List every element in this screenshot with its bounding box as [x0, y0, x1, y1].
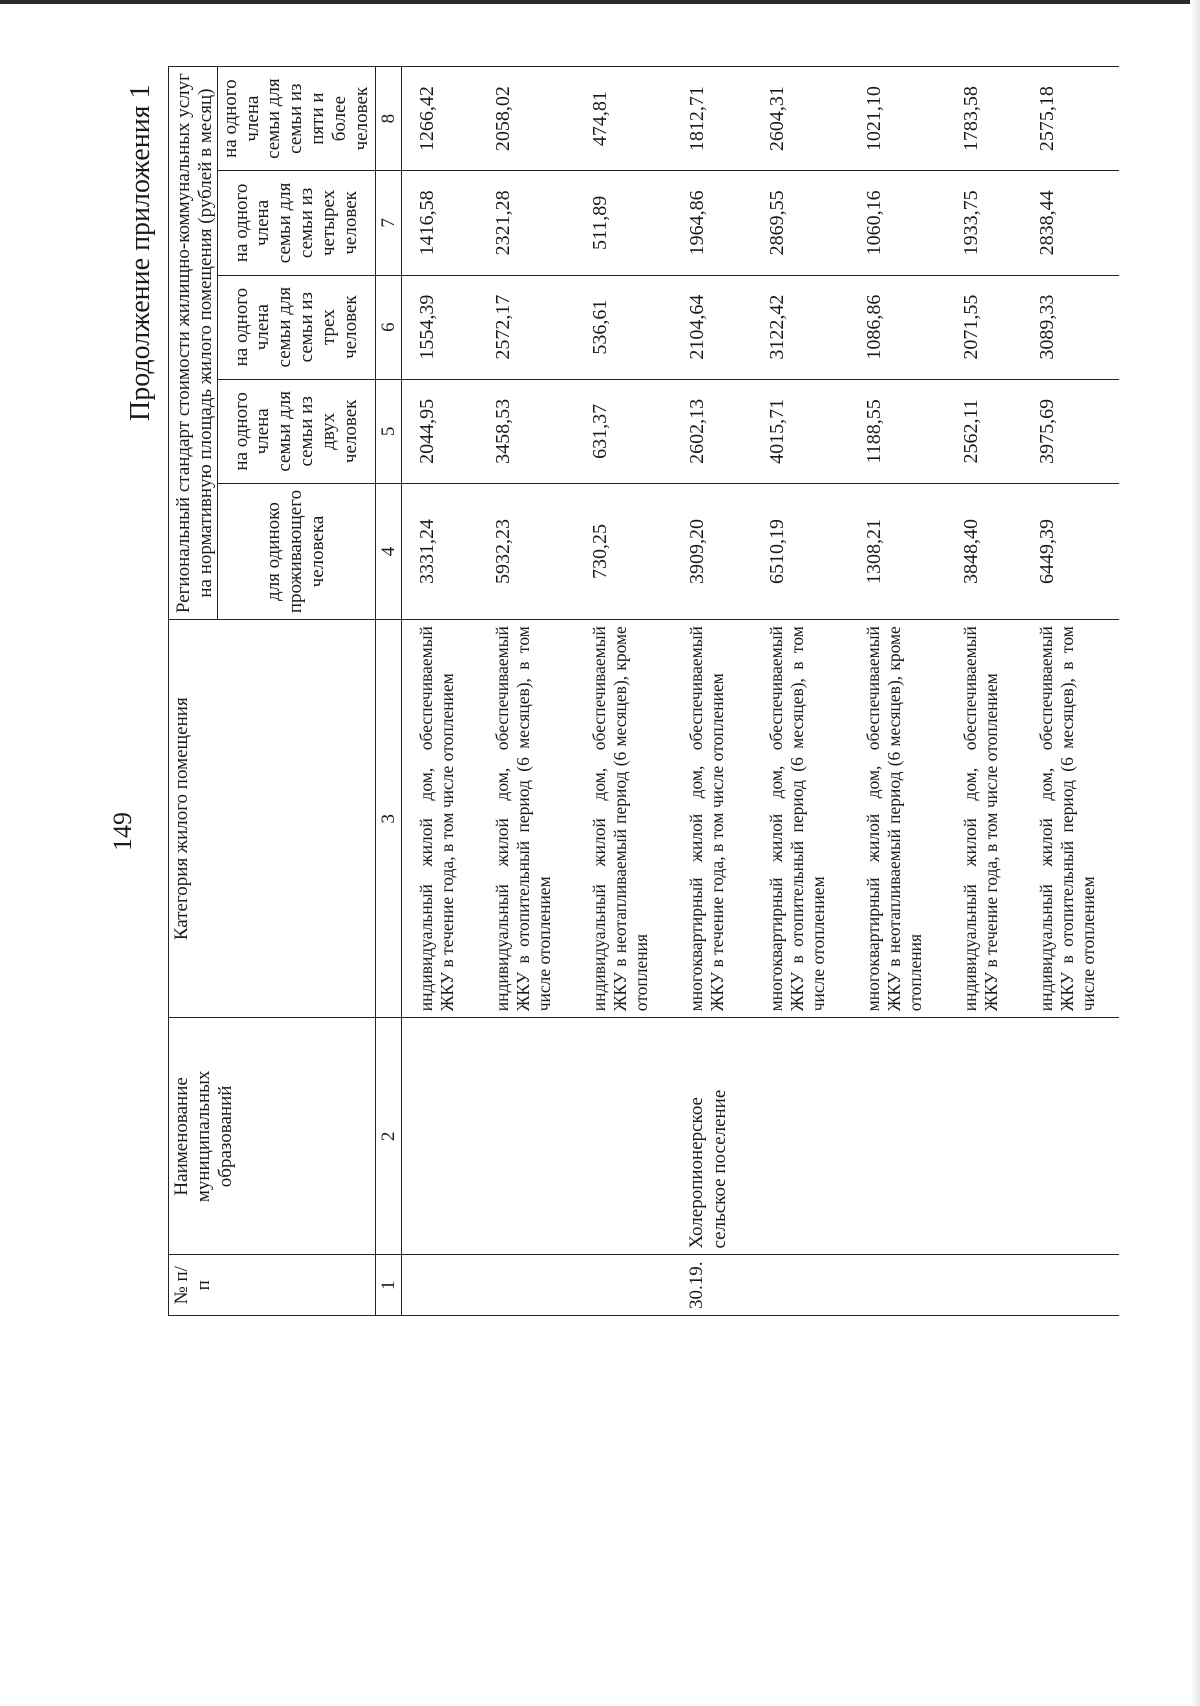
cost-value: 1416,58: [402, 171, 479, 275]
cost-value: 2562,11: [946, 379, 1022, 483]
housing-category: индивидуальный жилой дом, обеспечиваемый ЖКУ в отопительный период (6 месяцев), в том числе отоплением: [478, 620, 575, 1018]
col-number: 1: [375, 1255, 402, 1316]
cost-value: 3458,53: [478, 379, 575, 483]
header-category: Категория жилого помещения: [169, 620, 376, 1018]
page-number: 149: [108, 812, 137, 851]
row-number: [849, 1255, 946, 1316]
housing-category: индивидуальный жилой дом, обеспечиваемый ЖКУ в течение года, в том числе отоплением: [402, 620, 479, 1018]
table-row: [672, 67, 752, 1316]
header-sub-2: на одного члена семьи для семьи из двух человек: [217, 379, 375, 483]
table-row: [478, 67, 575, 1316]
cost-value: 536,61: [575, 275, 672, 379]
cost-value: 3122,42: [752, 275, 849, 379]
municipality-name: [849, 1018, 946, 1255]
municipality-name: [478, 1018, 575, 1255]
header-sub-4: на одного члена семьи для семьи из четырех человек: [217, 171, 375, 275]
cost-value: 2044,95: [402, 379, 479, 483]
row-number: [575, 1255, 672, 1316]
cost-value: 1964,86: [672, 171, 752, 275]
cost-value: 2838,44: [1022, 171, 1119, 275]
cost-value: 3909,20: [672, 483, 752, 619]
row-number: [1022, 1255, 1119, 1316]
cost-value: 1783,58: [946, 67, 1022, 171]
row-number: [402, 1255, 479, 1316]
municipality-name: [575, 1018, 672, 1255]
header-group: [169, 67, 218, 620]
col-number: 6: [375, 275, 402, 379]
cost-value: 2575,18: [1022, 67, 1119, 171]
municipality-name: [1022, 1018, 1119, 1255]
housing-category: многоквартирный жилой дом, обеспечиваемый ЖКУ в отопительный период (6 месяцев), в том числе отоплением: [752, 620, 849, 1018]
cost-value: 1554,39: [402, 275, 479, 379]
housing-category: многоквартирный жилой дом, обеспечиваемый ЖКУ в неотапливаемый период (6 месяцев), кроме отопления: [849, 620, 946, 1018]
municipality-name: [402, 1018, 479, 1255]
municipality-name: [752, 1018, 849, 1255]
cost-value: 6449,39: [1022, 483, 1119, 619]
cost-value: 2058,02: [478, 67, 575, 171]
cost-value: 1308,21: [849, 483, 946, 619]
housing-cost-table: [168, 66, 1119, 1316]
col-number: 3: [375, 620, 402, 1018]
row-number: [478, 1255, 575, 1316]
housing-category: индивидуальный жилой дом, обеспечиваемый ЖКУ в отопительный период (6 месяцев), в том числе отоплением: [1022, 620, 1119, 1018]
cost-value: 2104,64: [672, 275, 752, 379]
cost-value: 1021,10: [849, 67, 946, 171]
header-group-line1: Региональный стандарт стоимости жилищно-коммунальных услуг: [173, 73, 194, 614]
table-row: [849, 67, 946, 1316]
cost-value: 2604,31: [752, 67, 849, 171]
cost-value: 631,37: [575, 379, 672, 483]
header-sub-5: на одного члена семьи для семьи из пяти и более человек: [217, 67, 375, 171]
col-number: 8: [375, 67, 402, 171]
cost-value: 2321,28: [478, 171, 575, 275]
cost-value: 2869,55: [752, 171, 849, 275]
col-number: 4: [375, 483, 402, 619]
municipality-name: [946, 1018, 1022, 1255]
table-row: [1022, 67, 1119, 1316]
continuation-title: Продолжение приложения 1: [125, 84, 156, 421]
cost-value: 2071,55: [946, 275, 1022, 379]
cost-value: 5932,23: [478, 483, 575, 619]
cost-value: 6510,19: [752, 483, 849, 619]
cost-value: 1086,86: [849, 275, 946, 379]
cost-value: 3848,40: [946, 483, 1022, 619]
col-number: 7: [375, 171, 402, 275]
cost-value: 511,89: [575, 171, 672, 275]
header-sub-3: на одного члена семьи для семьи из трех человек: [217, 275, 375, 379]
cost-value: 2602,13: [672, 379, 752, 483]
cost-value: 1266,42: [402, 67, 479, 171]
cost-value: 1188,55: [849, 379, 946, 483]
header-group-line2: на нормативную площадь жилого помещения (рублей в месяц): [194, 88, 216, 598]
housing-category: индивидуальный жилой дом, обеспечиваемый ЖКУ в неотапливаемый период (6 месяцев), кроме отопления: [575, 620, 672, 1018]
cost-value: 3975,69: [1022, 379, 1119, 483]
cost-value: 1933,75: [946, 171, 1022, 275]
cost-value: 1060,16: [849, 171, 946, 275]
header-municipality: Наименование муниципальных образований: [169, 1018, 376, 1255]
cost-value: 1812,71: [672, 67, 752, 171]
housing-category: индивидуальный жилой дом, обеспечиваемый ЖКУ в течение года, в том числе отоплением: [946, 620, 1022, 1018]
header-sub-1: для одиноко проживающего человека: [217, 483, 375, 619]
cost-value: 2572,17: [478, 275, 575, 379]
col-number: 2: [375, 1018, 402, 1255]
table-row: [402, 67, 479, 1316]
table-row: [575, 67, 672, 1316]
housing-category: многоквартирный жилой дом, обеспечиваемый ЖКУ в течение года, в том числе отоплением: [672, 620, 752, 1018]
row-number: [752, 1255, 849, 1316]
row-number: [946, 1255, 1022, 1316]
cost-value: 4015,71: [752, 379, 849, 483]
cost-value: 474,81: [575, 67, 672, 171]
cost-value: 3331,24: [402, 483, 479, 619]
cost-value: 730,25: [575, 483, 672, 619]
column-number-row: [375, 67, 402, 1316]
col-number: 5: [375, 379, 402, 483]
table-row: [946, 67, 1022, 1316]
municipality-name: Холеропионерское сельское поселение: [672, 1018, 752, 1255]
table-row: [752, 67, 849, 1316]
header-num: № п/п: [169, 1255, 376, 1316]
cost-value: 3089,33: [1022, 275, 1119, 379]
row-number: 30.19.: [672, 1255, 752, 1316]
